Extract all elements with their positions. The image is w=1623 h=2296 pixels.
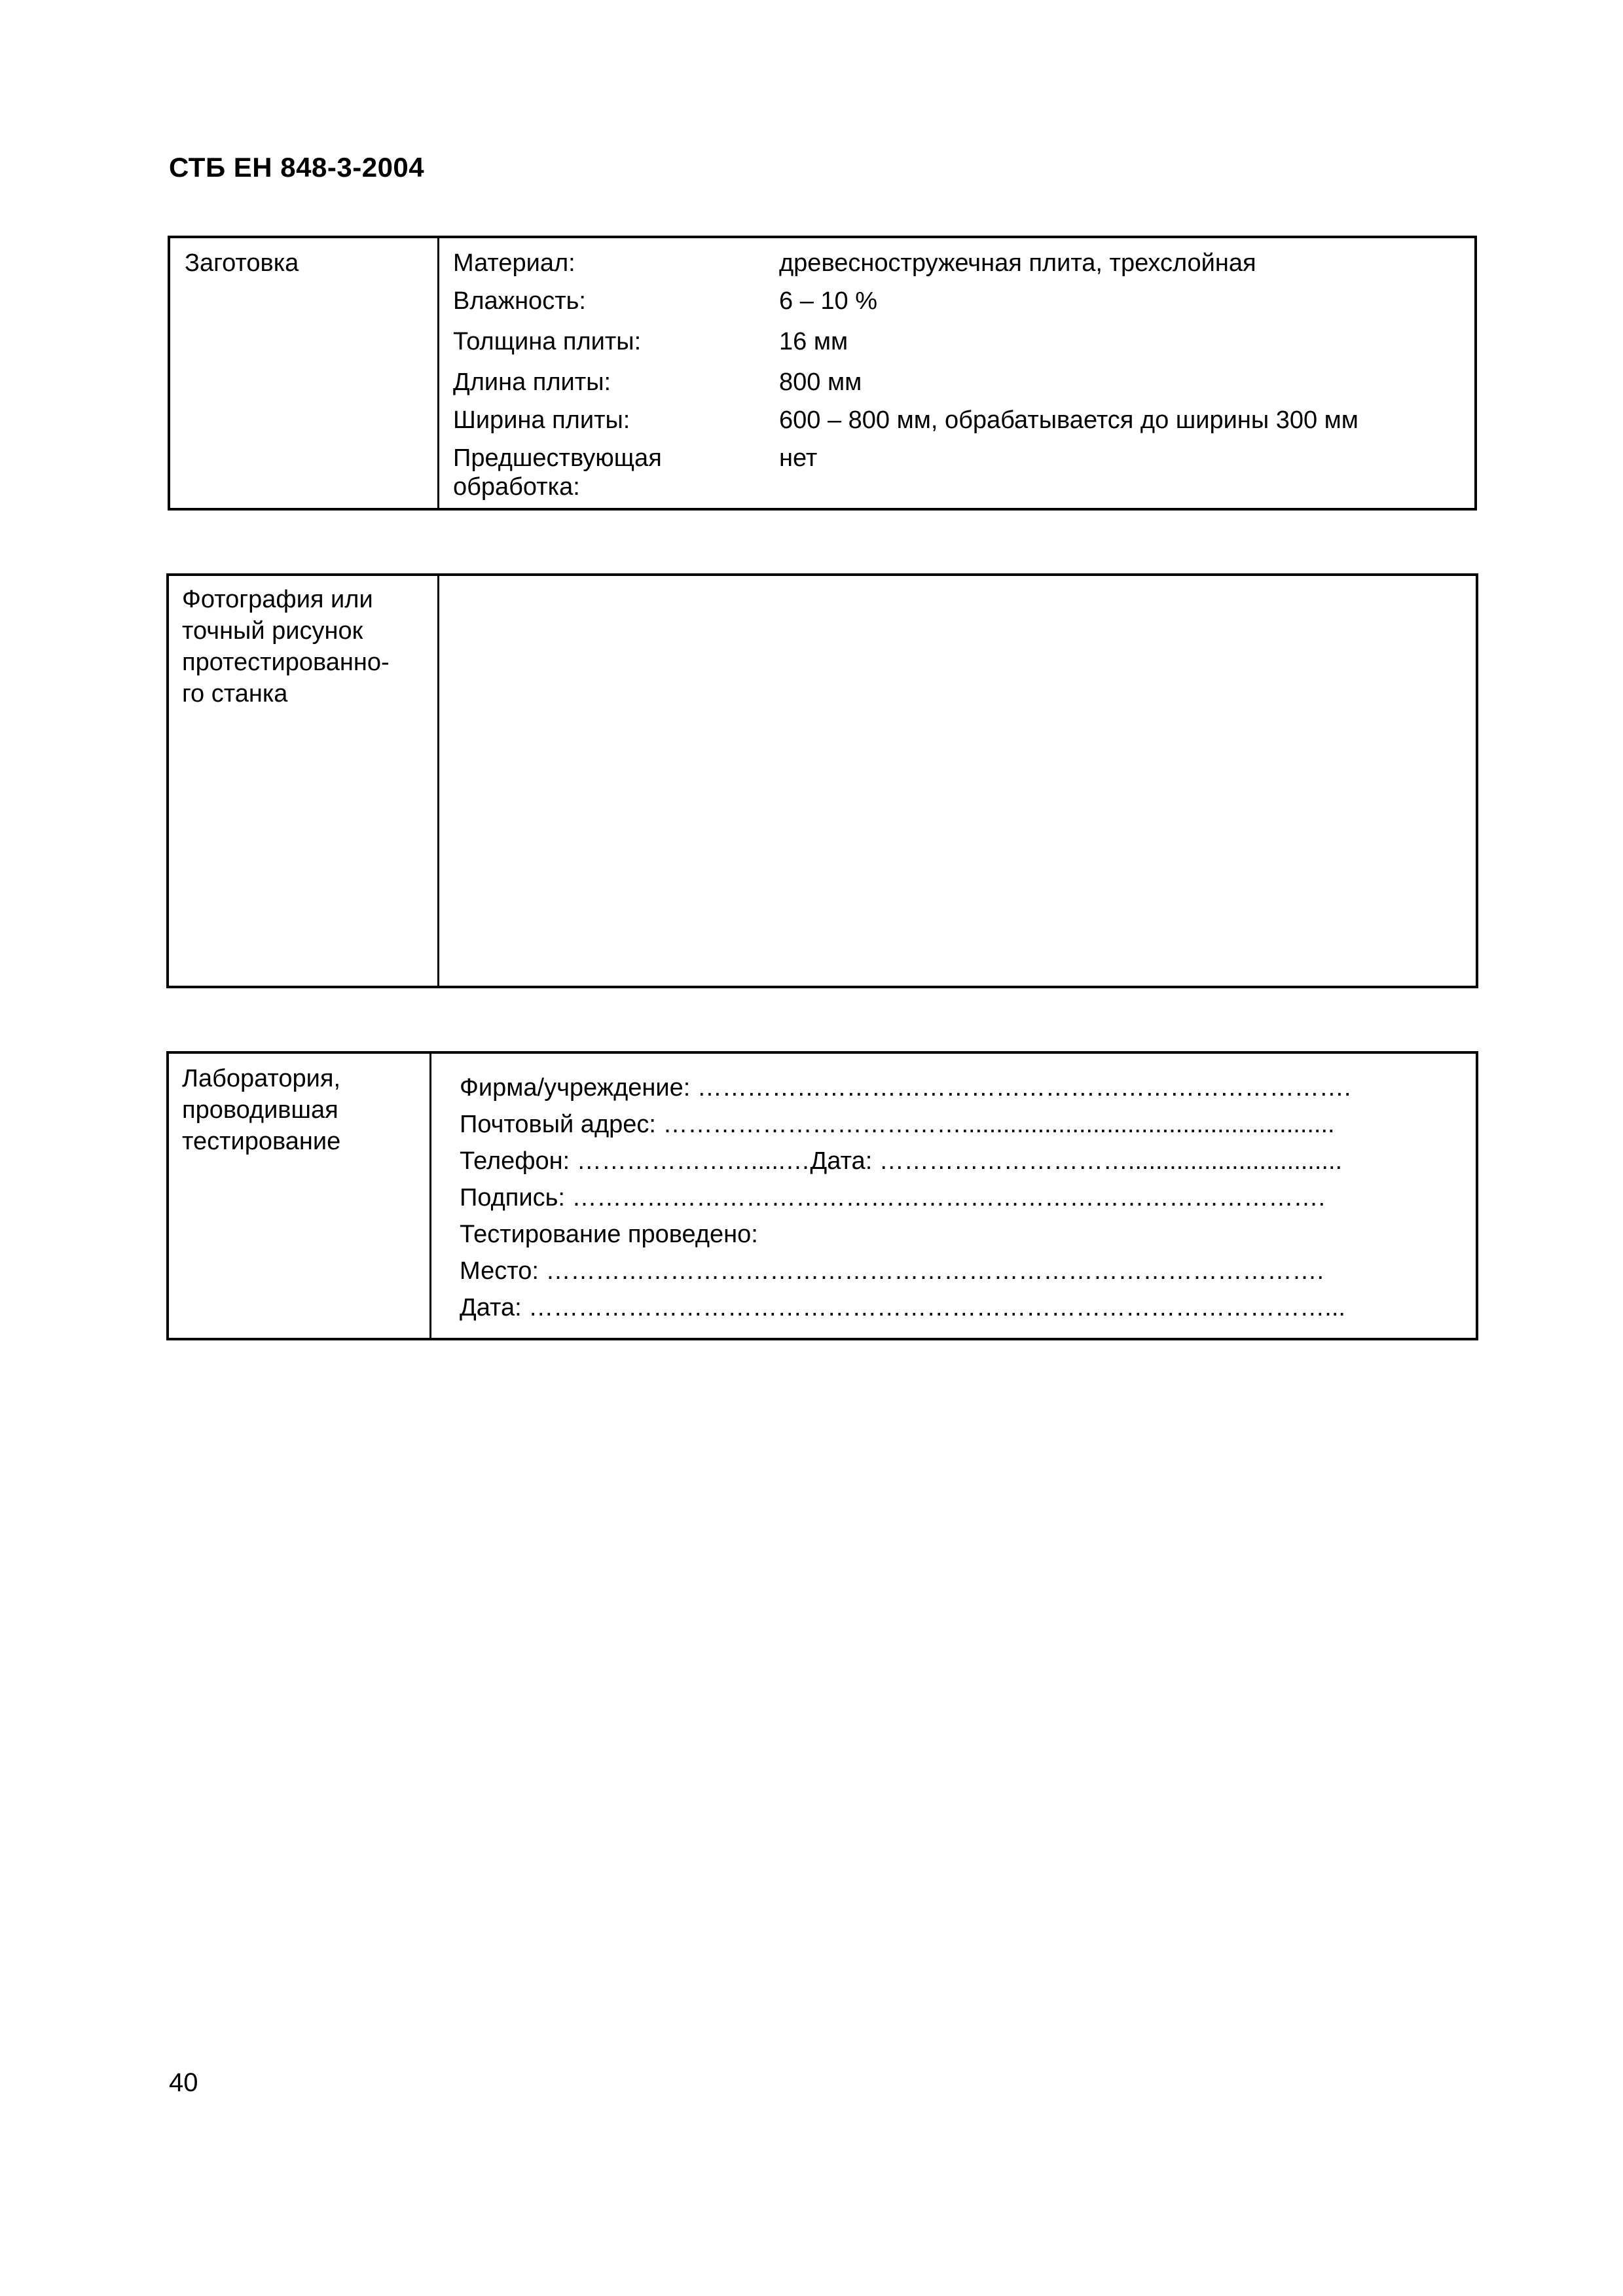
laboratory-table [166, 1051, 1478, 1340]
workpiece-label: Заготовка [185, 249, 299, 277]
date-field: Дата: ……………………………………………………………………………………... [460, 1294, 1345, 1321]
company-field: Фирма/учреждение: ……………………………………………………………………. [460, 1074, 1351, 1102]
lab-label-line3: тестирование [182, 1128, 341, 1155]
signature-field: Подпись: ………………………………………………………………………………. [460, 1184, 1326, 1211]
photo-table [166, 573, 1478, 988]
preprocessing-value: нет [779, 444, 818, 472]
document-title: СТБ ЕН 848-3-2004 [169, 152, 425, 183]
photo-label-line3: протестированно- [182, 649, 390, 676]
moisture-label: Влажность: [453, 287, 586, 315]
length-label: Длина плиты: [453, 368, 611, 396]
photo-label-line2: точный рисунок [182, 617, 363, 645]
photo-placeholder [440, 576, 1476, 986]
thickness-value: 16 мм [779, 328, 848, 355]
workpiece-table [168, 236, 1477, 511]
preprocessing-label-line1: Предшествующая [453, 444, 662, 472]
material-value: древесностружечная плита, трехслойная [779, 249, 1256, 277]
photo-label-line4: го станка [182, 680, 288, 708]
material-label: Материал: [453, 249, 575, 277]
place-field: Место: …………………………………………………………………………………. [460, 1257, 1324, 1285]
testing-performed-label: Тестирование проведено: [460, 1221, 758, 1248]
moisture-value: 6 – 10 % [779, 287, 877, 315]
page-number: 40 [169, 2068, 198, 2097]
lab-label-line1: Лаборатория, [182, 1065, 341, 1092]
table-column-divider [437, 238, 439, 508]
address-field: Почтовый адрес: ………………………………...................................................... [460, 1111, 1335, 1138]
width-value: 600 – 800 мм, обрабатывается до ширины 300 мм [779, 406, 1359, 434]
table-column-divider [437, 576, 439, 986]
lab-label-line2: проводившая [182, 1096, 338, 1124]
phone-date-field: Телефон: ………………….....…Дата: …………………………............................... [460, 1147, 1343, 1175]
photo-label-line1: Фотография или [182, 586, 373, 613]
width-label: Ширина плиты: [453, 406, 630, 434]
thickness-label: Толщина плиты: [453, 328, 642, 355]
table-column-divider [429, 1054, 431, 1338]
length-value: 800 мм [779, 368, 862, 396]
preprocessing-label-line2: обработка: [453, 473, 580, 501]
